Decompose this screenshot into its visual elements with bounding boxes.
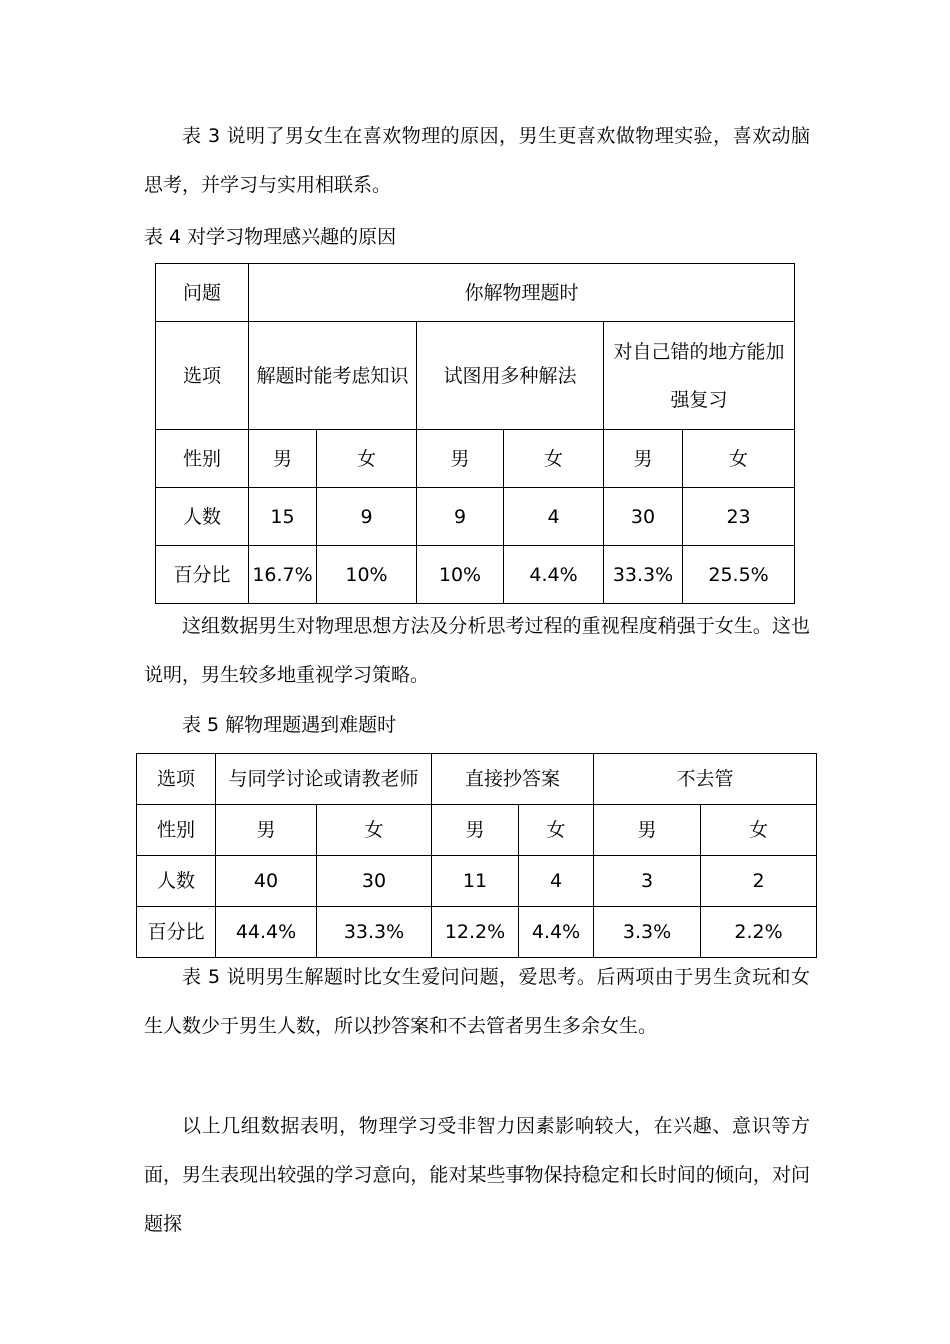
table5-count-label: 人数 [137, 856, 216, 907]
table4-count-label: 人数 [156, 488, 249, 546]
table4-option: 试图用多种解法 [417, 322, 604, 430]
table4-count: 23 [683, 488, 795, 546]
table5-gender: 女 [701, 805, 817, 856]
table4-caption: 表 4 对学习物理感兴趣的原因 [144, 226, 397, 248]
table5-option: 与同学讨论或请教老师 [216, 754, 432, 805]
table4-gender: 男 [604, 430, 683, 488]
paragraph-conclusion: 以上几组数据表明，物理学习受非智力因素影响较大，在兴趣、意识等方面，男生表现出较强的学习意向，能对某些事物保持稳定和长时间的倾向，对问题探 [144, 1115, 810, 1235]
table5-percent: 3.3% [594, 907, 701, 958]
table4-question-label: 问题 [156, 264, 249, 322]
table5-gender: 男 [594, 805, 701, 856]
table5-percent: 44.4% [216, 907, 317, 958]
table4-percent-label: 百分比 [156, 546, 249, 604]
table5-gender: 男 [432, 805, 519, 856]
table5-percent: 2.2% [701, 907, 817, 958]
table5-percent-label: 百分比 [137, 907, 216, 958]
table4-gender: 男 [249, 430, 317, 488]
table4-count: 9 [417, 488, 504, 546]
table5-count: 4 [519, 856, 594, 907]
table5-gender: 男 [216, 805, 317, 856]
table4-percent: 16.7% [249, 546, 317, 604]
table5 [136, 753, 817, 958]
table5-gender-label: 性别 [137, 805, 216, 856]
table4-count: 15 [249, 488, 317, 546]
table5-count: 11 [432, 856, 519, 907]
table4-gender: 女 [504, 430, 604, 488]
table5-gender: 女 [317, 805, 432, 856]
table5-count: 3 [594, 856, 701, 907]
table5-count: 40 [216, 856, 317, 907]
table4-gender: 女 [683, 430, 795, 488]
paragraph-table3-summary: 表 3 说明了男女生在喜欢物理的原因，男生更喜欢做物理实验，喜欢动脑思考，并学习与实用相联系。 [144, 125, 810, 196]
table4-count: 4 [504, 488, 604, 546]
paragraph-table5-summary: 表 5 说明男生解题时比女生爱问问题，爱思考。后两项由于男生贪玩和女生人数少于男生人数，所以抄答案和不去管者男生多余女生。 [144, 966, 810, 1037]
table5-gender: 女 [519, 805, 594, 856]
table4-percent: 10% [317, 546, 417, 604]
table4-question-text: 你解物理题时 [249, 264, 795, 322]
table5-percent: 33.3% [317, 907, 432, 958]
table5-option: 不去管 [594, 754, 817, 805]
table5-count: 2 [701, 856, 817, 907]
paragraph-table4-summary: 这组数据男生对物理思想方法及分析思考过程的重视程度稍强于女生。这也说明，男生较多地重视学习策略。 [144, 615, 810, 686]
table4-gender-label: 性别 [156, 430, 249, 488]
table4-percent: 10% [417, 546, 504, 604]
table4-count: 9 [317, 488, 417, 546]
table4-option-label: 选项 [156, 322, 249, 430]
table5-caption: 表 5 解物理题遇到难题时 [182, 714, 397, 736]
table4 [155, 263, 795, 604]
table4-percent: 25.5% [683, 546, 795, 604]
table5-option-label: 选项 [137, 754, 216, 805]
table4-gender: 女 [317, 430, 417, 488]
table4-count: 30 [604, 488, 683, 546]
table4-gender: 男 [417, 430, 504, 488]
table4-option: 对自己错的地方能加强复习 [604, 322, 795, 430]
table5-percent: 4.4% [519, 907, 594, 958]
table4-percent: 4.4% [504, 546, 604, 604]
table4-option: 解题时能考虑知识 [249, 322, 417, 430]
table4-percent: 33.3% [604, 546, 683, 604]
table5-percent: 12.2% [432, 907, 519, 958]
table5-count: 30 [317, 856, 432, 907]
table5-option: 直接抄答案 [432, 754, 594, 805]
